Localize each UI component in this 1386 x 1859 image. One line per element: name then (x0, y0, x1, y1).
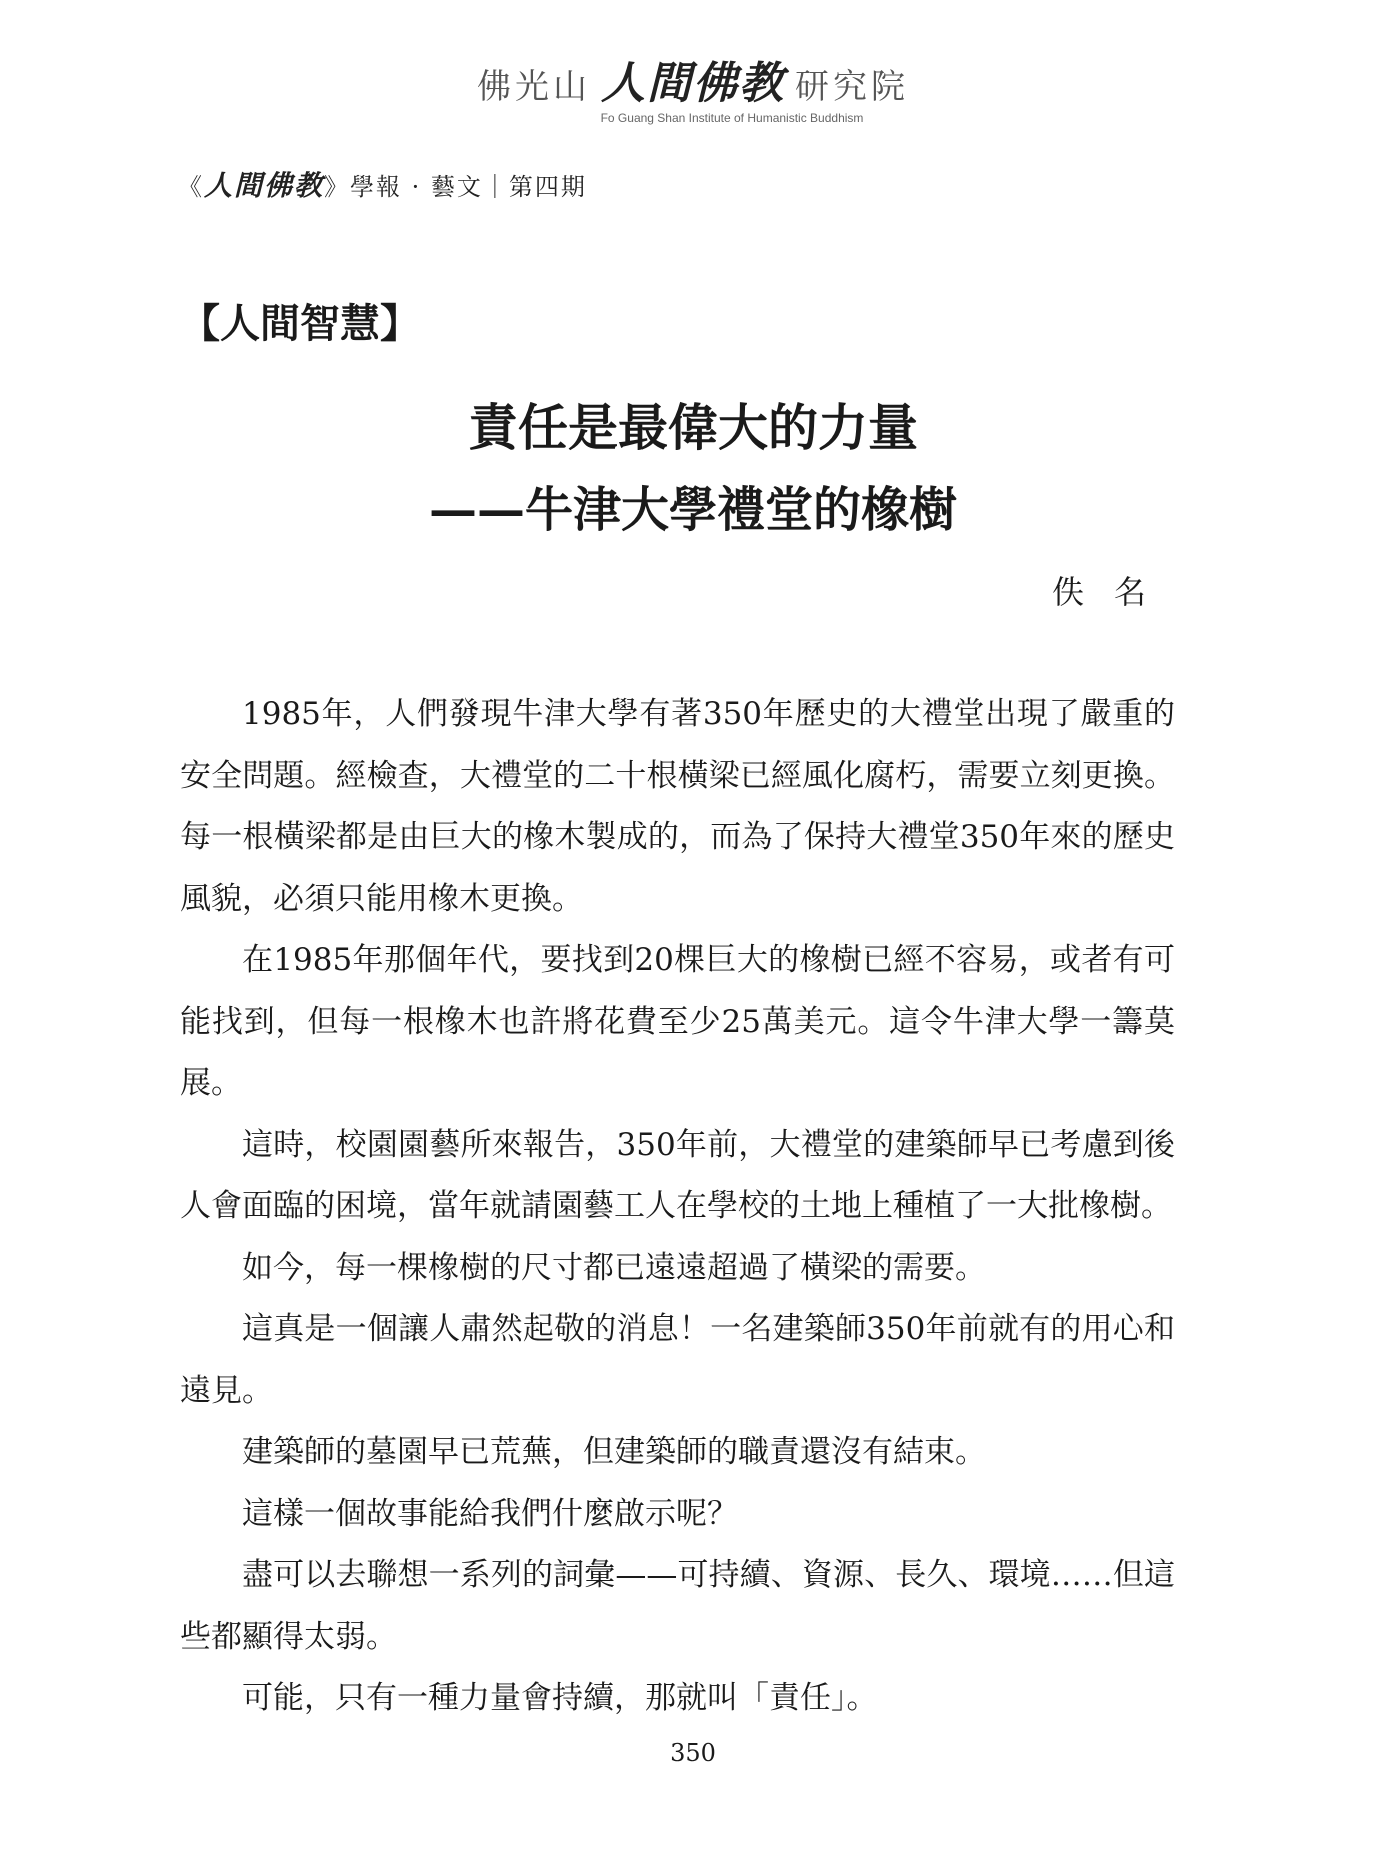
paragraph: 建築師的墓園早已荒蕪，但建築師的職責還沒有結束。 (242, 1434, 986, 1470)
article-body (180, 684, 1175, 1730)
humanistic-buddhism-logo-text: 人間佛教 (601, 58, 785, 109)
institute-name (0, 58, 1386, 109)
institute-name-left: 佛光山 (477, 67, 591, 107)
journal-open-bracket: 《 (178, 173, 204, 201)
page-number: 350 (670, 1739, 716, 1767)
paragraph: 1985年，人們發現牛津大學有著350年歷史的大禮堂出現了嚴重的安全問題。經檢查，大禮堂的二十根橫梁已經風化腐朽，需要立刻更換。每一根橫梁都是由巨大的橡木製成的，而為了保持大禮堂350年來的歷史風貌，必須只能用橡木更換。 (180, 696, 1175, 917)
article-author: 佚名 (1051, 573, 1176, 611)
paragraph: 盡可以去聯想一系列的詞彙——可持續、資源、長久、環境……但這些都顯得太弱。 (180, 1557, 1175, 1655)
journal-header (178, 170, 587, 203)
paragraph: 在1985年那個年代，要找到20棵巨大的橡樹已經不容易，或者有可能找到，但每一根橡木也許將花費至少25萬美元。這令牛津大學一籌莫展。 (180, 942, 1175, 1101)
paragraph: 這樣一個故事能給我們什麼啟示呢？ (242, 1495, 738, 1532)
institute-name-right: 研究院 (795, 67, 909, 107)
paragraph: 可能，只有一種力量會持續，那就叫「責任」。 (242, 1680, 878, 1716)
article-title: 責任是最偉大的力量 (468, 398, 918, 457)
institute-english-name: Fo Guang Shan Institute of Humanistic Buddhism (600, 111, 864, 125)
paragraph: 這時，校園園藝所來報告，350年前，大禮堂的建築師早已考慮到後人會面臨的困境，當年就請園藝工人在學校的土地上種植了一大批橡樹。 (180, 1126, 1175, 1224)
paragraph: 如今，每一棵橡樹的尺寸都已遠遠超過了橫梁的需要。 (242, 1249, 986, 1286)
letterhead (0, 58, 1386, 125)
journal-brand: 人間佛教 (204, 169, 325, 202)
article-subtitle: ——牛津大學禮堂的橡樹 (428, 482, 957, 538)
journal-issue: 》學報 · 藝文｜第四期 (324, 173, 587, 201)
section-tag: 【人間智慧】 (180, 300, 420, 347)
paragraph: 這真是一個讓人肅然起敬的消息！一名建築師350年前就有的用心和遠見。 (180, 1311, 1175, 1409)
